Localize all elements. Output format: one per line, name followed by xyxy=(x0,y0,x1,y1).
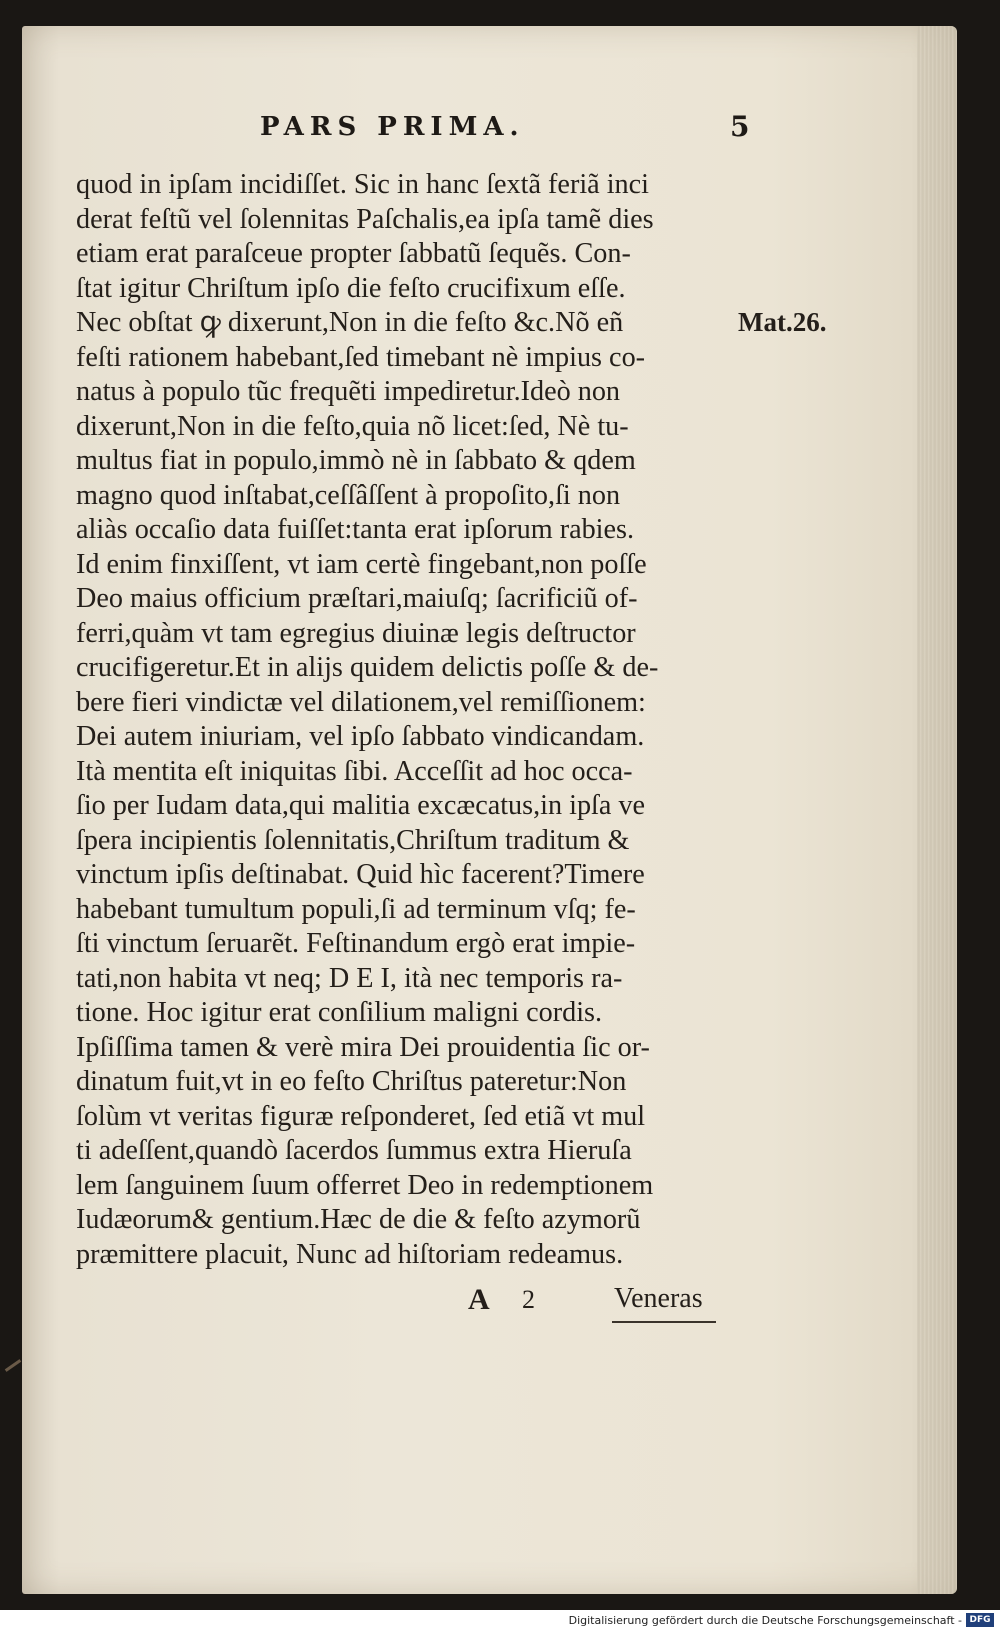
text-line: habebant tumultum populi,ſi ad terminum vſq; fe- xyxy=(76,893,636,925)
text-line: dinatum fuit,vt in eo feſto Chriſtus pateretur:Non xyxy=(76,1066,627,1097)
text-line: Ipſiſſima tamen & verè mira Dei prouidentia ſic or- xyxy=(76,1031,650,1063)
text-line: derat feſtũ vel ſolennitas Paſchalis,ea ipſa tamẽ dies xyxy=(76,203,654,235)
text-line: natus à populo tũc frequẽti impediretur.Ideò non xyxy=(76,376,621,407)
text-line: feſti rationem habebant,ſed timebant nè impius co- xyxy=(76,341,646,373)
text-line: ſtat igitur Chriſtum ipſo die feſto crucifixum eſſe. xyxy=(76,272,626,304)
text-line: lem ſanguinem ſuum offerret Deo in redemptionem xyxy=(76,1169,654,1201)
text-line: dixerunt,Non in die feſto,quia nõ licet:ſed, Nè tu- xyxy=(76,410,629,442)
footer-credit: Digitalisierung gefördert durch die Deutsche Forschungsgemeinschaft - xyxy=(568,1614,962,1627)
dfg-logo: DFG xyxy=(966,1613,994,1627)
text-line: crucifigeretur.Et in alijs quidem delictis poſſe & de- xyxy=(76,652,659,683)
text-line: aliàs occaſio data fuiſſet:tanta erat ipſorum rabies. xyxy=(76,514,635,545)
page-footer-line xyxy=(22,1283,957,1327)
text-line: Id enim finxiſſent, vt iam certè fingebant,non poſſe xyxy=(76,548,647,580)
text-line: Dei autem iniuriam, vel ipſo ſabbato vindicandam. xyxy=(76,721,645,752)
text-line: Nec obſtat ꝙ dixerunt,Non in die feſto &c.Nõ eñ xyxy=(76,307,624,338)
text-line: etiam erat paraſceue propter ſabbatũ ſequẽs. Con- xyxy=(76,238,631,269)
text-line: magno quod inſtabat,ceſſâſſent à propoſito,ſi non xyxy=(76,479,621,511)
text-line: tione. Hoc igitur erat conſilium maligni cordis. xyxy=(76,997,603,1028)
signature-mark: A xyxy=(468,1283,490,1316)
book-page xyxy=(22,26,957,1594)
text-line: bere fieri vindictæ vel dilationem,vel remiſſionem: xyxy=(76,686,646,718)
text-line: ſio per Iudam data,qui malitia excæcatus,in ipſa ve xyxy=(76,790,646,821)
text-line: præmittere placuit, Nunc ad hiſtoriam redeamus. xyxy=(76,1238,624,1270)
marginal-note: Mat.26. xyxy=(738,307,827,337)
text-line: ti adeſſent,quandò ſacerdos ſummus extra Hieruſa xyxy=(76,1135,632,1166)
page-edge xyxy=(917,26,957,1594)
text-line: Deo maius officium præſtari,maiuſq; ſacrificiũ of- xyxy=(76,583,638,614)
text-line: Ità mentita eſt iniquitas ſibi. Acceſſit ad hoc occa- xyxy=(76,755,633,787)
page-header xyxy=(22,112,957,152)
text-line: multus fiat in populo,immò nè in ſabbato & qdem xyxy=(76,445,636,476)
text-line: ſpera incipientis ſolennitatis,Chriſtum traditum & xyxy=(76,824,630,856)
text-line: ſolùm vt veritas figuræ reſponderet, ſed etiã vt mul xyxy=(76,1100,646,1132)
text-line: vinctum ipſis deſtinabat. Quid hìc facerent?Timere xyxy=(76,859,645,890)
body-text xyxy=(76,168,766,1272)
catchword-rule xyxy=(612,1321,716,1323)
stray-mark xyxy=(5,1359,21,1372)
signature-number: 2 xyxy=(522,1285,535,1314)
footer-bar xyxy=(0,1610,1000,1633)
text-line: Iudæorum& gentium.Hæc de die & feſto azymorũ xyxy=(76,1204,641,1235)
text-line: ferri,quàm vt tam egregius diuinæ legis deſtructor xyxy=(76,617,636,649)
folio-number: 5 xyxy=(730,110,750,143)
text-line: ſti vinctum ſeruarẽt. Feſtinandum ergò erat impie- xyxy=(76,928,636,959)
text-line: quod in ipſam incidiſſet. Sic in hanc ſextã feriã inci xyxy=(76,169,649,200)
text-line: tati,non habita vt neq; D E I, ità nec temporis ra- xyxy=(76,962,623,994)
running-head: PARS PRIMA. xyxy=(260,112,525,142)
catchword: Veneras xyxy=(614,1283,703,1314)
